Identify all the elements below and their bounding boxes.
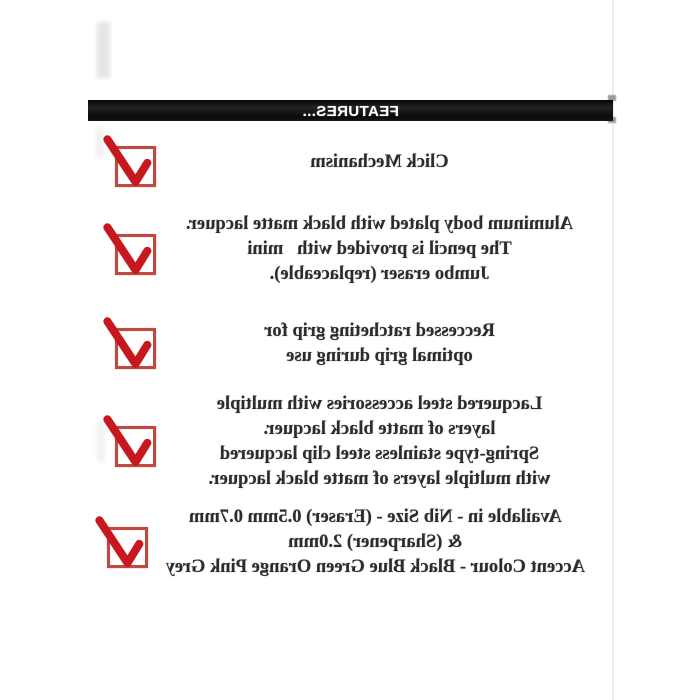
feature-line: with multiple layers of matte black lacquer. xyxy=(208,469,551,489)
feature-text xyxy=(166,505,613,580)
red-checkbox-icon xyxy=(94,514,152,572)
feature-line: Aluminum body plated with black matte lacquer. xyxy=(185,214,574,234)
feature-row xyxy=(88,212,613,287)
feature-line: layers of matte black lacquer. xyxy=(263,419,496,439)
feature-line: Spring-type stainless steel clip lacquered xyxy=(219,444,540,464)
feature-text xyxy=(174,319,613,369)
red-checkbox-icon xyxy=(102,221,160,279)
feature-text xyxy=(174,392,613,492)
feature-line: Accent Colour - Black Blue Green Orange Pink Grey xyxy=(165,557,585,577)
features-banner xyxy=(88,100,613,121)
feature-row xyxy=(88,133,613,191)
feature-row xyxy=(88,505,613,580)
feature-row xyxy=(88,392,613,492)
feature-line: Available in - Nib Size - (Eraser) 0.5mm 0.7mm xyxy=(189,507,562,527)
feature-line: Lacquered steel accessories with multiple xyxy=(216,394,543,414)
checkbox-icon xyxy=(88,221,174,279)
scan-smudge xyxy=(97,22,110,78)
feature-row xyxy=(88,315,613,373)
checkbox-icon xyxy=(88,133,174,191)
feature-line: The pencil is provided with mini xyxy=(247,239,512,259)
feature-line: Jumbo eraser (replaceable). xyxy=(269,264,490,284)
feature-text xyxy=(174,150,613,175)
red-checkbox-icon xyxy=(102,133,160,191)
feature-line: & (Sharpener) 2.0mm xyxy=(288,532,463,552)
feature-line: Reccessed ratcheting grip for xyxy=(264,321,495,341)
checkbox-icon xyxy=(88,413,174,471)
feature-text xyxy=(174,212,613,287)
checkbox-icon xyxy=(88,315,174,373)
red-checkbox-icon xyxy=(102,315,160,373)
red-checkbox-icon xyxy=(102,413,160,471)
feature-line: optimal grip during use xyxy=(286,346,473,366)
checkbox-icon xyxy=(80,514,166,572)
features-banner-label: FEATURES... xyxy=(302,102,399,120)
feature-line: Click Mechanism xyxy=(310,151,449,172)
